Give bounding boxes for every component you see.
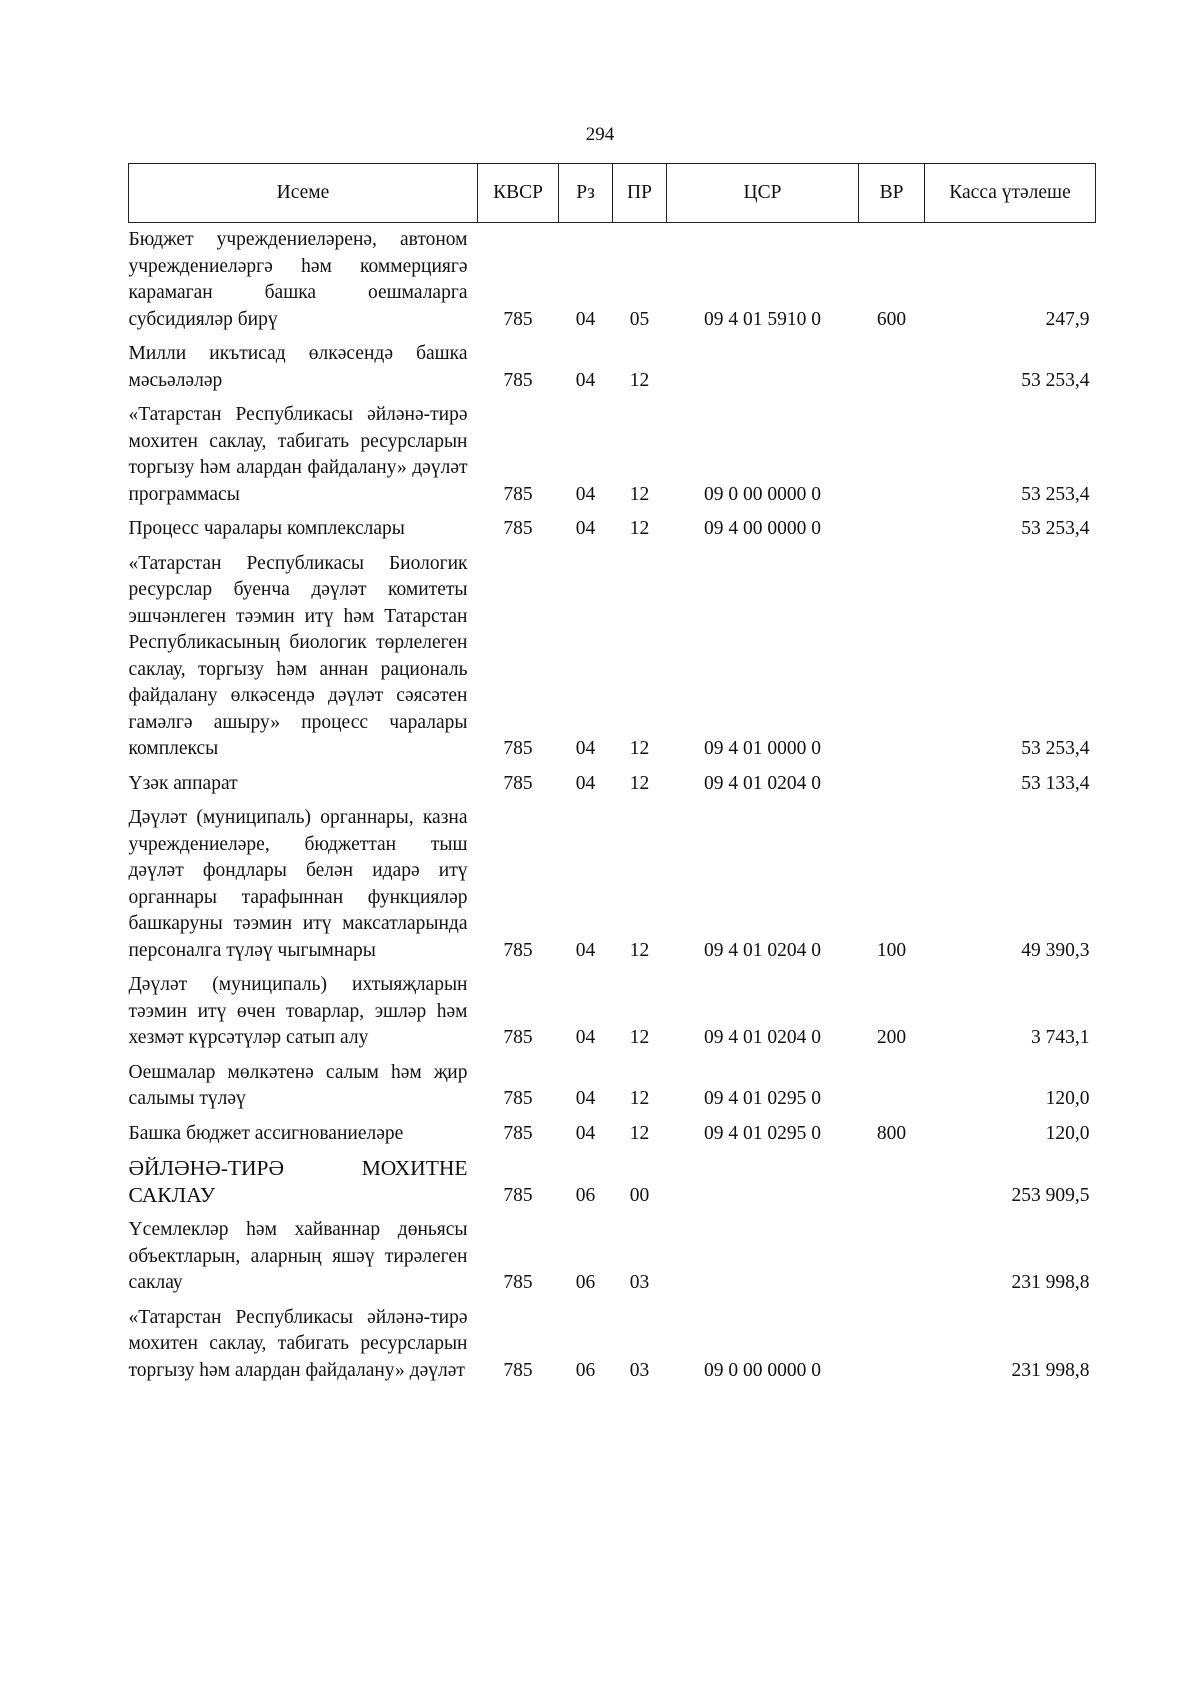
page-number: 294 <box>585 124 615 145</box>
cell-kvsr: 785 <box>503 772 533 794</box>
table-row <box>129 1056 1096 1117</box>
cell-kvsr: 785 <box>503 308 533 330</box>
table-row <box>129 1213 1096 1301</box>
cell-name: Үзәк аппарат <box>128 772 238 794</box>
cell-rz: 04 <box>575 518 596 539</box>
cell-vr <box>859 767 925 802</box>
cell-vr <box>859 547 925 767</box>
cell-vr <box>859 398 925 512</box>
cell-rz: 04 <box>575 308 596 330</box>
cell-kvsr: 785 <box>503 369 533 391</box>
cell-csr: 09 4 01 0204 0 <box>704 1027 821 1048</box>
cell-sum: 247,9 <box>1045 308 1090 330</box>
cell-pr: 12 <box>629 1027 650 1048</box>
cell-pr: 12 <box>629 772 650 794</box>
header-kvsr: КВСР <box>478 164 559 223</box>
cell-kvsr: 785 <box>503 1359 533 1381</box>
cell-rz: 04 <box>575 939 596 961</box>
cell-kvsr: 785 <box>503 738 533 759</box>
cell-csr: 09 4 01 0204 0 <box>704 939 821 961</box>
cell-sum: 53 253,4 <box>1021 483 1090 505</box>
table-row <box>129 1301 1096 1389</box>
cell-name: Милли икътисад өлкәсендә башка мәсьәләләр <box>128 343 468 391</box>
cell-pr: 12 <box>629 483 650 505</box>
cell-csr: 09 4 01 5910 0 <box>704 308 821 330</box>
cell-sum: 120,0 <box>1045 1088 1090 1109</box>
table-row <box>129 223 1096 338</box>
cell-name: Дәүләт (муниципаль) органнары, казна учреждениеләре, бюджеттан тыш дәүләт фондлары белән идарә итү органнары тарафыннан функцияләр башкаруны тәэмин итү максатларында персоналга түләү чыгымнары <box>128 807 468 961</box>
header-sum: Касса үтәлеше <box>925 164 1096 223</box>
cell-rz: 04 <box>575 369 596 391</box>
cell-rz: 04 <box>575 483 596 505</box>
cell-sum: 53 253,4 <box>1021 738 1090 759</box>
cell-csr: 09 0 00 0000 0 <box>704 1359 821 1381</box>
cell-vr: 800 <box>876 1122 907 1144</box>
table-row <box>129 767 1096 802</box>
cell-kvsr: 785 <box>503 1088 533 1109</box>
cell-kvsr: 785 <box>503 518 533 539</box>
cell-vr <box>859 1056 925 1117</box>
cell-csr: 09 4 00 0000 0 <box>704 518 821 539</box>
cell-name: Үсемлекләр һәм хайваннар дөньясы объектларын, аларның яшәү тирәлеген саклау <box>128 1219 468 1293</box>
cell-rz: 04 <box>575 1122 596 1144</box>
table-body <box>129 223 1096 1389</box>
cell-rz: 04 <box>575 738 596 759</box>
cell-rz: 04 <box>575 772 596 794</box>
cell-sum: 3 743,1 <box>1031 1027 1090 1048</box>
cell-sum: 53 133,4 <box>1021 772 1090 794</box>
header-name: Исеме <box>129 164 478 223</box>
cell-kvsr: 785 <box>503 1184 533 1206</box>
cell-sum: 53 253,4 <box>1021 518 1090 539</box>
cell-pr: 03 <box>629 1359 650 1381</box>
table-row <box>129 398 1096 512</box>
cell-name: Процесс чаралары комплекслары <box>128 518 405 539</box>
cell-csr <box>667 1151 859 1213</box>
header-pr: ПР <box>613 164 667 223</box>
cell-name: Бюджет учреждениеләренә, автоном учреждениеләргә һәм коммерциягә карамаган башка оешмаларга субсидияләр бирү <box>128 229 468 330</box>
cell-rz: 06 <box>575 1359 596 1381</box>
cell-sum: 231 998,8 <box>1011 1272 1090 1293</box>
cell-vr <box>859 512 925 547</box>
cell-vr <box>859 337 925 398</box>
cell-kvsr: 785 <box>503 1272 533 1293</box>
cell-kvsr: 785 <box>503 939 533 961</box>
cell-csr: 09 4 01 0204 0 <box>704 772 821 794</box>
cell-pr: 12 <box>629 1122 650 1144</box>
cell-pr: 03 <box>629 1272 650 1293</box>
header-csr: ЦСР <box>667 164 859 223</box>
cell-name: Башка бюджет ассигнованиеләре <box>128 1122 404 1144</box>
cell-vr <box>859 1301 925 1389</box>
table-row <box>129 968 1096 1056</box>
cell-pr: 12 <box>629 518 650 539</box>
cell-vr: 600 <box>876 308 907 330</box>
table-row <box>129 337 1096 398</box>
cell-pr: 12 <box>629 1088 650 1109</box>
header-vr: ВР <box>859 164 925 223</box>
cell-csr <box>667 1213 859 1301</box>
table-row <box>129 1117 1096 1152</box>
cell-rz: 04 <box>575 1088 596 1109</box>
table-row <box>129 547 1096 767</box>
table-header-row <box>129 164 1096 223</box>
cell-csr: 09 4 01 0000 0 <box>704 738 821 759</box>
table-row <box>129 801 1096 968</box>
cell-csr: 09 0 00 0000 0 <box>704 483 821 505</box>
budget-table <box>128 163 1096 1388</box>
cell-sum: 231 998,8 <box>1011 1359 1090 1381</box>
cell-sum: 120,0 <box>1045 1122 1090 1144</box>
cell-kvsr: 785 <box>503 483 533 505</box>
cell-pr: 12 <box>629 369 650 391</box>
cell-name: Дәүләт (муниципаль) ихтыяҗларын тәэмин итү өчен товарлар, эшләр һәм хезмәт күрсәтүләр сатып алу <box>128 974 468 1048</box>
cell-vr: 200 <box>876 1027 907 1048</box>
cell-rz: 06 <box>575 1184 596 1206</box>
cell-csr: 09 4 01 0295 0 <box>704 1122 821 1144</box>
cell-vr: 100 <box>876 939 907 961</box>
cell-rz: 04 <box>575 1027 596 1048</box>
header-rz: Рз <box>559 164 613 223</box>
table-row <box>129 1151 1096 1213</box>
cell-pr: 12 <box>629 738 650 759</box>
cell-name: «Татарстан Республикасы Биологик ресурслар буенча дәүләт комитеты эшчәнлеген тәэмин итү һәм Татарстан Республикасының биологик төрлелеген саклау, торгызу һәм аннан рациональ файдалану өлкәсендә дәүләт сәясәтен гамәлгә ашыру» процесс чаралары комплексы <box>128 552 468 759</box>
cell-vr <box>859 1151 925 1213</box>
cell-csr: 09 4 01 0295 0 <box>704 1088 821 1109</box>
cell-sum: 53 253,4 <box>1021 369 1090 391</box>
cell-pr: 05 <box>629 308 650 330</box>
cell-sum: 253 909,5 <box>1011 1184 1090 1206</box>
cell-kvsr: 785 <box>503 1027 533 1048</box>
cell-rz: 06 <box>575 1272 596 1293</box>
cell-kvsr: 785 <box>503 1122 533 1144</box>
cell-name: «Татарстан Республикасы әйләнә-тирә мохитен саклау, табигать ресурсларын торгызу һәм алардан файдалану» дәүләт программасы <box>128 404 468 505</box>
cell-sum: 49 390,3 <box>1021 939 1090 961</box>
cell-pr: 00 <box>629 1184 650 1206</box>
cell-pr: 12 <box>629 939 650 961</box>
cell-vr <box>859 1213 925 1301</box>
cell-name: Оешмалар мөлкәтенә салым һәм җир салымы түләү <box>128 1061 468 1109</box>
table-row <box>129 512 1096 547</box>
cell-name: «Татарстан Республикасы әйләнә-тирә мохитен саклау, табигать ресурсларын торгызу һәм алардан файдалану» дәүләт <box>128 1306 468 1381</box>
cell-csr <box>667 337 859 398</box>
cell-name: ӘЙЛӘНӘ-ТИРӘ МОХИТНЕ САКЛАУ <box>128 1156 468 1207</box>
